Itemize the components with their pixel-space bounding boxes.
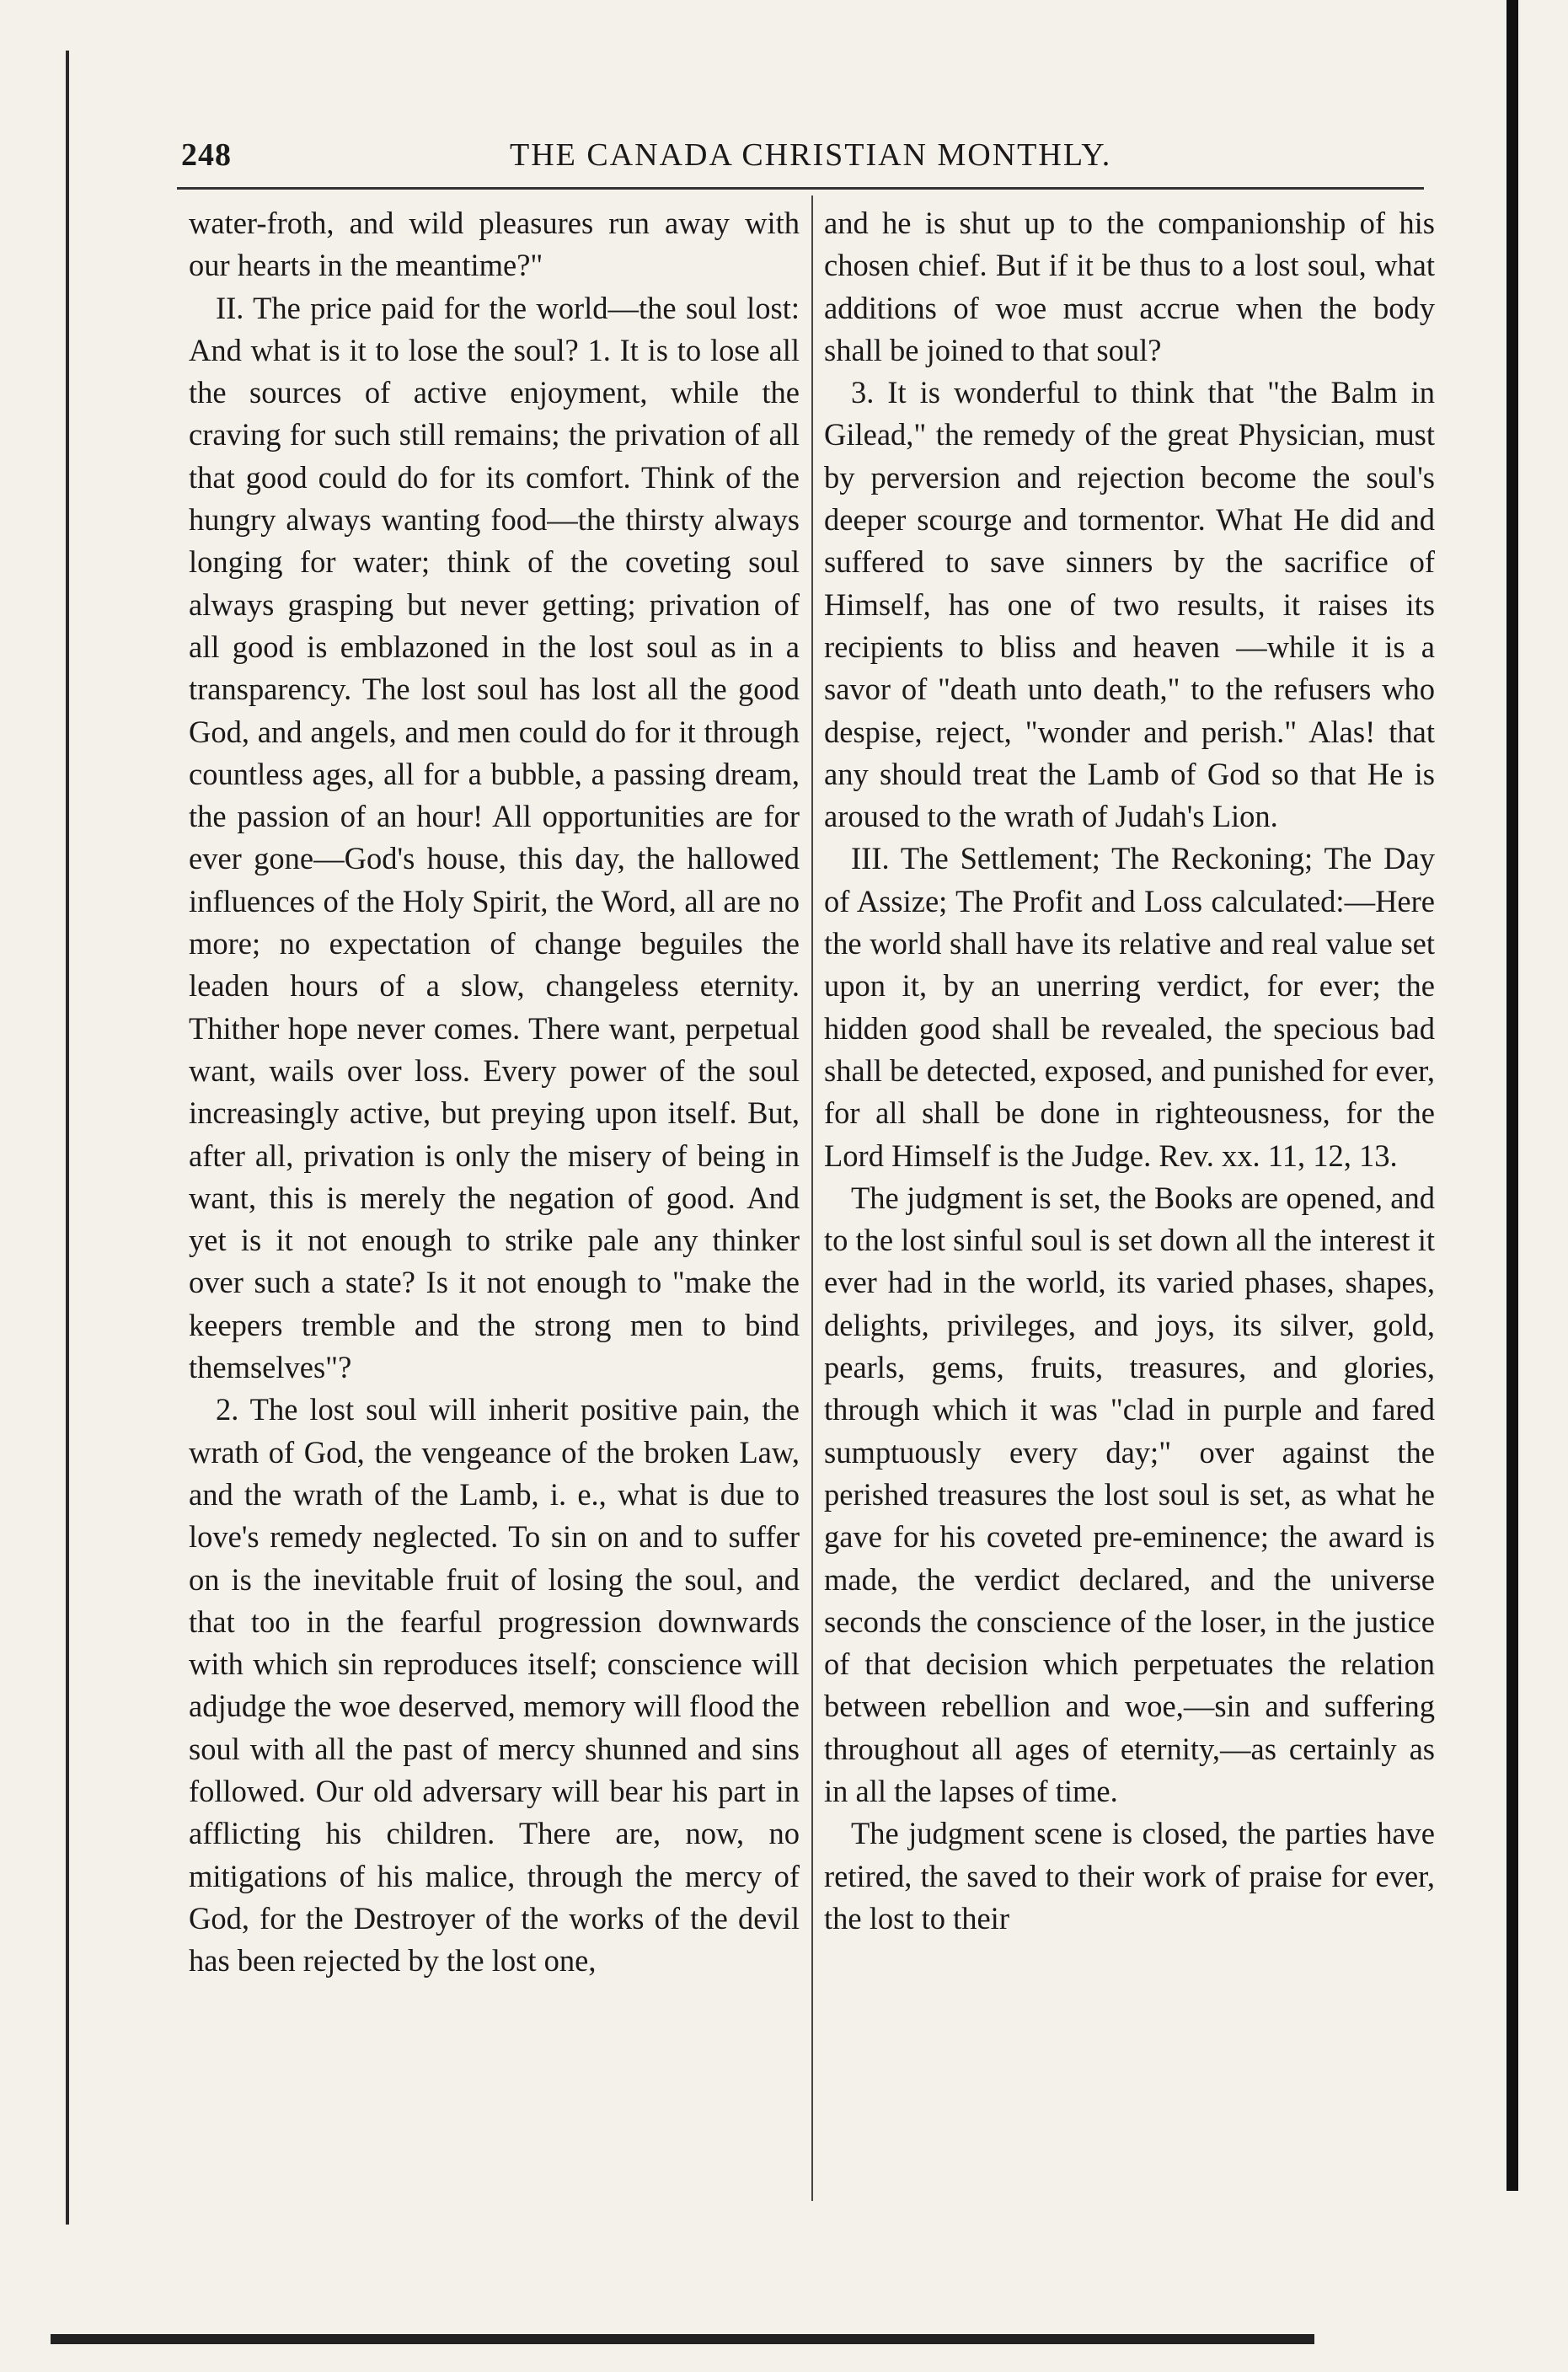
bottom-edge-bar [51, 2334, 1314, 2344]
paragraph: 3. It is wonderful to think that "the Balm in Gilead," the remedy of the great Physician, must by perversion and rejection become the soul's deeper scourge and tormentor. What He did and suffered to save sinners by the sacrifice of Himself, has one of two results, it raises its recipients to bliss and heaven —while it is a savor of "death unto death," to the refusers who despise, reject, "wonder and perish." Alas! that any should treat the Lamb of God so that He is aroused to the wrath of Judah's Lion. [824, 375, 1435, 834]
page-edge-bar [1506, 0, 1518, 2191]
header-rule [177, 187, 1424, 190]
paragraph: water-froth, and wild pleasures run away with our hearts in the meantime?" [189, 206, 800, 283]
paragraph: III. The Settlement; The Reckoning; The Day of Assize; The Profit and Loss calculated:—Here the world shall have its relative and real value set upon it, by an unerring verdict, for ever; the hidden good shall be revealed, the specious bad shall be detected, exposed, and punished for ever, for all shall be done in righteousness, for the Lord Himself is the Judge. Rev. xx. 11, 12, 13. [824, 841, 1435, 1173]
paragraph: 2. The lost soul will inherit positive pain, the wrath of God, the vengeance of the broken Law, and the wrath of the Lamb, i. e., what is due to love's remedy neglected. To sin on and to suffer on is the inevitable fruit of losing the soul, and that too in the fearful progression downwards with which sin reproduces itself; conscience will adjudge the woe deserved, memory will flood the soul with all the past of mercy shunned and sins followed. Our old adversary will bear his part in afflicting his children. There are, now, no mitigations of his malice, through the mercy of God, for the Destroyer of the works of the devil has been rejected by the lost one, [189, 1392, 800, 1978]
paragraph: The judgment is set, the Books are opened, and to the lost sinful soul is set down all the interest it ever had in the world, its varied phases, shapes, delights, privileges, and joys, its silver, gold, pearls, gems, fruits, treasures, and glories, through which it was "clad in purple and fared sumptuously every day;" over against the perished treasures the lost soul is set, as what he gave for his coveted pre-eminence; the award is made, the verdict declared, and the universe seconds the conscience of the loser, in the justice of that decision which perpetuates the relation between rebellion and woe,—sin and suffering throughout all ages of eternity,—as certainly as in all the lapses of time. [824, 1180, 1435, 1808]
binding-edge-line [66, 51, 69, 2225]
right-column [824, 202, 1435, 2216]
paragraph: The judgment scene is closed, the parties have retired, the saved to their work of praise for ever, the lost to their [824, 1816, 1435, 1936]
left-column [189, 202, 800, 2216]
paragraph: and he is shut up to the companionship of his chosen chief. But if it be thus to a lost soul, what additions of woe must accrue when the body shall be joined to that soul? [824, 206, 1435, 367]
page-number: 248 [181, 137, 232, 173]
paragraph: II. The price paid for the world—the soul lost: And what is it to lose the soul? 1. It is to lose all the sources of active enjoyment, while the craving for such still remains; the privation of all that good could do for its comfort. Think of the hungry always wanting food—the thirsty always longing for water; think of the coveting soul always grasping but never getting; privation of all good is emblazoned in the lost soul as in a transparency. The lost soul has lost all the good God, and angels, and men could do for it through countless ages, all for a bubble, a passing dream, the passion of an hour! All opportunities are for ever gone—God's house, this day, the hallowed influences of the Holy Spirit, the Word, all are no more; no expectation of change beguiles the leaden hours of a slow, changeless eternity. Thither hope never comes. There want, perpetual want, wails over loss. Every power of the soul increasingly active, but preying upon itself. But, after all, privation is only the misery of being in want, this is merely the negation of good. And yet is it not enough to strike pale any thinker over such a state? Is it not enough to "make the keepers tremble and the strong men to bind themselves"? [189, 290, 800, 1385]
running-header [181, 137, 1445, 187]
running-title: THE CANADA CHRISTIAN MONTHLY. [510, 137, 1112, 173]
column-divider [811, 195, 813, 2201]
